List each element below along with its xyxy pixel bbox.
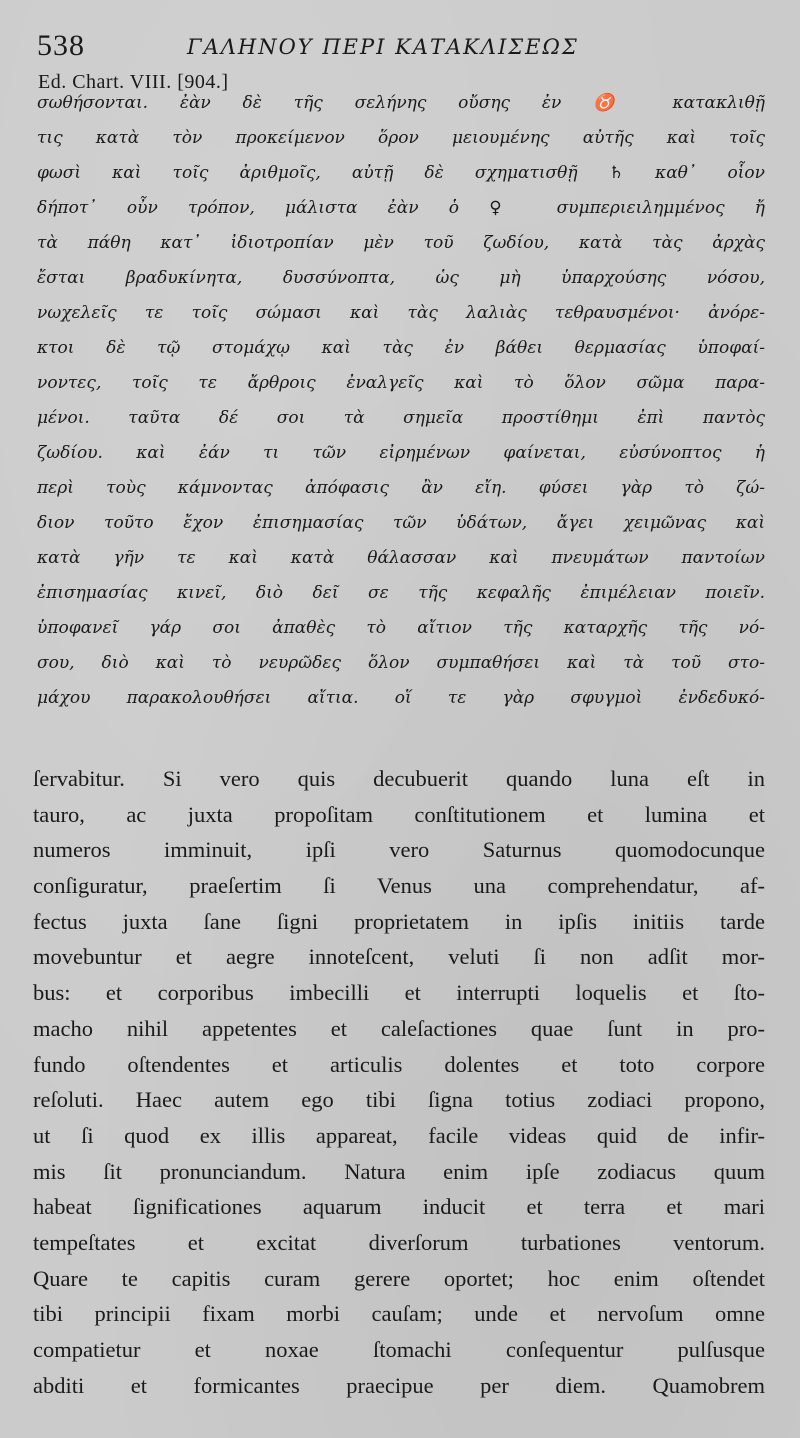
greek-text-line: δήποτ᾽ οὖν τρόπον, μάλιστα ἐὰν ὁ ♀ συμπεριειλημμένος ἤ [37,198,765,218]
latin-text-block [33,761,765,1403]
latin-text-line: compatietur et noxae ſtomachi conſequentur pulſusque [33,1337,765,1362]
running-title: ΓΑΛΗΝΟΥ ΠΕΡΙ ΚΑΤΑΚΛΙΣΕΩΣ [187,35,579,59]
greek-text-line: φωσὶ καὶ τοῖς ἀριθμοῖς, αὐτῇ δὲ σχηματισθῇ ♄ καθ᾽ οἷον [37,163,765,183]
greek-text-line: νοντες, τοῖς τε ἄρθροις ἐναλγεῖς καὶ τὸ ὅλον σῶμα παρα- [37,373,765,393]
latin-text-line: tibi principii fixam morbi cauſam; unde et nervoſum omne [33,1301,765,1327]
page-number: 538 [37,29,85,62]
latin-text-line: mis ſit pronunciandum. Natura enim ipſe zodiacus quum [33,1158,765,1184]
greek-text-line: κτοι δὲ τῷ στομάχῳ καὶ τὰς ἐν βάθει θερμασίας ὑποφαί- [37,338,765,358]
latin-text-line: abditi et formicantes praecipue per diem. Quamobrem [33,1372,765,1398]
latin-text-line: fundo oſtendentes et articulis dolentes et toto corpore [33,1051,765,1077]
greek-text-line: σου, διὸ καὶ τὸ νευρῶδες ὅλον συμπαθήσει καὶ τὰ τοῦ στο- [37,653,765,673]
greek-text-line: ὑποφανεῖ γάρ σοι ἀπαθὲς τὸ αἴτιον τῆς καταρχῆς τῆς νό- [37,618,765,638]
edition-reference: Ed. Chart. VIII. [904.] [38,71,229,93]
greek-text-line: τὰ πάθη κατ᾽ ἰδιοτροπίαν μὲν τοῦ ζωδίου, κατὰ τὰς ἀρχὰς [37,233,765,253]
greek-text-line: διον τοῦτο ἔχον ἐπισημασίας τῶν ὑδάτων, ἄγει χειμῶνας καὶ [37,513,765,533]
latin-text-line: Quare te capitis curam gerere oportet; hoc enim oſtendet [33,1265,765,1291]
latin-text-line: bus: et corporibus imbecilli et interrupti loquelis et ſto- [33,980,765,1006]
latin-text-line: tauro, ac juxta propoſitam conſtitutionem et lumina et [33,801,765,827]
greek-text-line: ἔσται βραδυκίνητα, δυσσύνοπτα, ὡς μὴ ὑπαρχούσης νόσου, [37,268,765,288]
latin-text-line: conſiguratur, praeſertim ſi Venus una comprehendatur, af- [33,873,765,899]
greek-text-line: κατὰ γῆν τε καὶ κατὰ θάλασσαν καὶ πνευμάτων παντοίων [37,548,765,568]
latin-text-line: reſoluti. Haec autem ego tibi ſigna totius zodiaci propono, [33,1087,765,1113]
latin-text-line: numeros imminuit, ipſi vero Saturnus quomodocunque [33,837,765,863]
greek-text-line: περὶ τοὺς κάμνοντας ἀπόφασις ἂν εἴη. φύσει γὰρ τὸ ζώ- [37,478,765,498]
greek-text-line: μένοι. ταῦτα δέ σοι τὰ σημεῖα προστίθημι ἐπὶ παντὸς [37,408,765,428]
greek-text-line: μάχου παρακολουθήσει αἴτια. οἵ τε γὰρ σφυγμοὶ ἐνδεδυκό- [37,688,765,708]
greek-text-line: ἐπισημασίας κινεῖ, διὸ δεῖ σε τῆς κεφαλῆς ἐπιμέλειαν ποιεῖν. [37,583,765,603]
greek-text-line: τις κατὰ τὸν προκείμενον ὅρον μειουμένης αὐτῆς καὶ τοῖς [37,128,765,148]
latin-text-line: tempeſtates et excitat diverſorum turbationes ventorum. [33,1229,765,1255]
latin-text-line: fectus juxta ſane ſigni proprietatem in ipſis initiis tarde [33,908,765,934]
greek-text-line: σωθήσονται. ἐὰν δὲ τῆς σελήνης οὔσης ἐν ♉ κατακλιθῇ [37,93,765,113]
latin-text-line: ſervabitur. Si vero quis decubuerit quando luna eſt in [33,766,765,791]
greek-text-block [37,86,765,716]
page-header [37,28,767,68]
latin-text-line: habeat ſignificationes aquarum inducit et terra et mari [33,1194,765,1220]
latin-text-line: macho nihil appetentes et caleſactiones quae ſunt in pro- [33,1015,765,1041]
latin-text-line: movebuntur et aegre innoteſcent, veluti ſi non adſit mor- [33,944,765,970]
latin-text-line: ut ſi quod ex illis appareat, facile videas quid de infir- [33,1122,765,1148]
greek-text-line: νωχελεῖς τε τοῖς σώμασι καὶ τὰς λαλιὰς τεθραυσμένοι· ἀνόρε- [37,303,765,323]
greek-text-line: ζωδίου. καὶ ἐάν τι τῶν εἰρημένων φαίνεται, εὐσύνοπτος ἡ [37,443,765,463]
